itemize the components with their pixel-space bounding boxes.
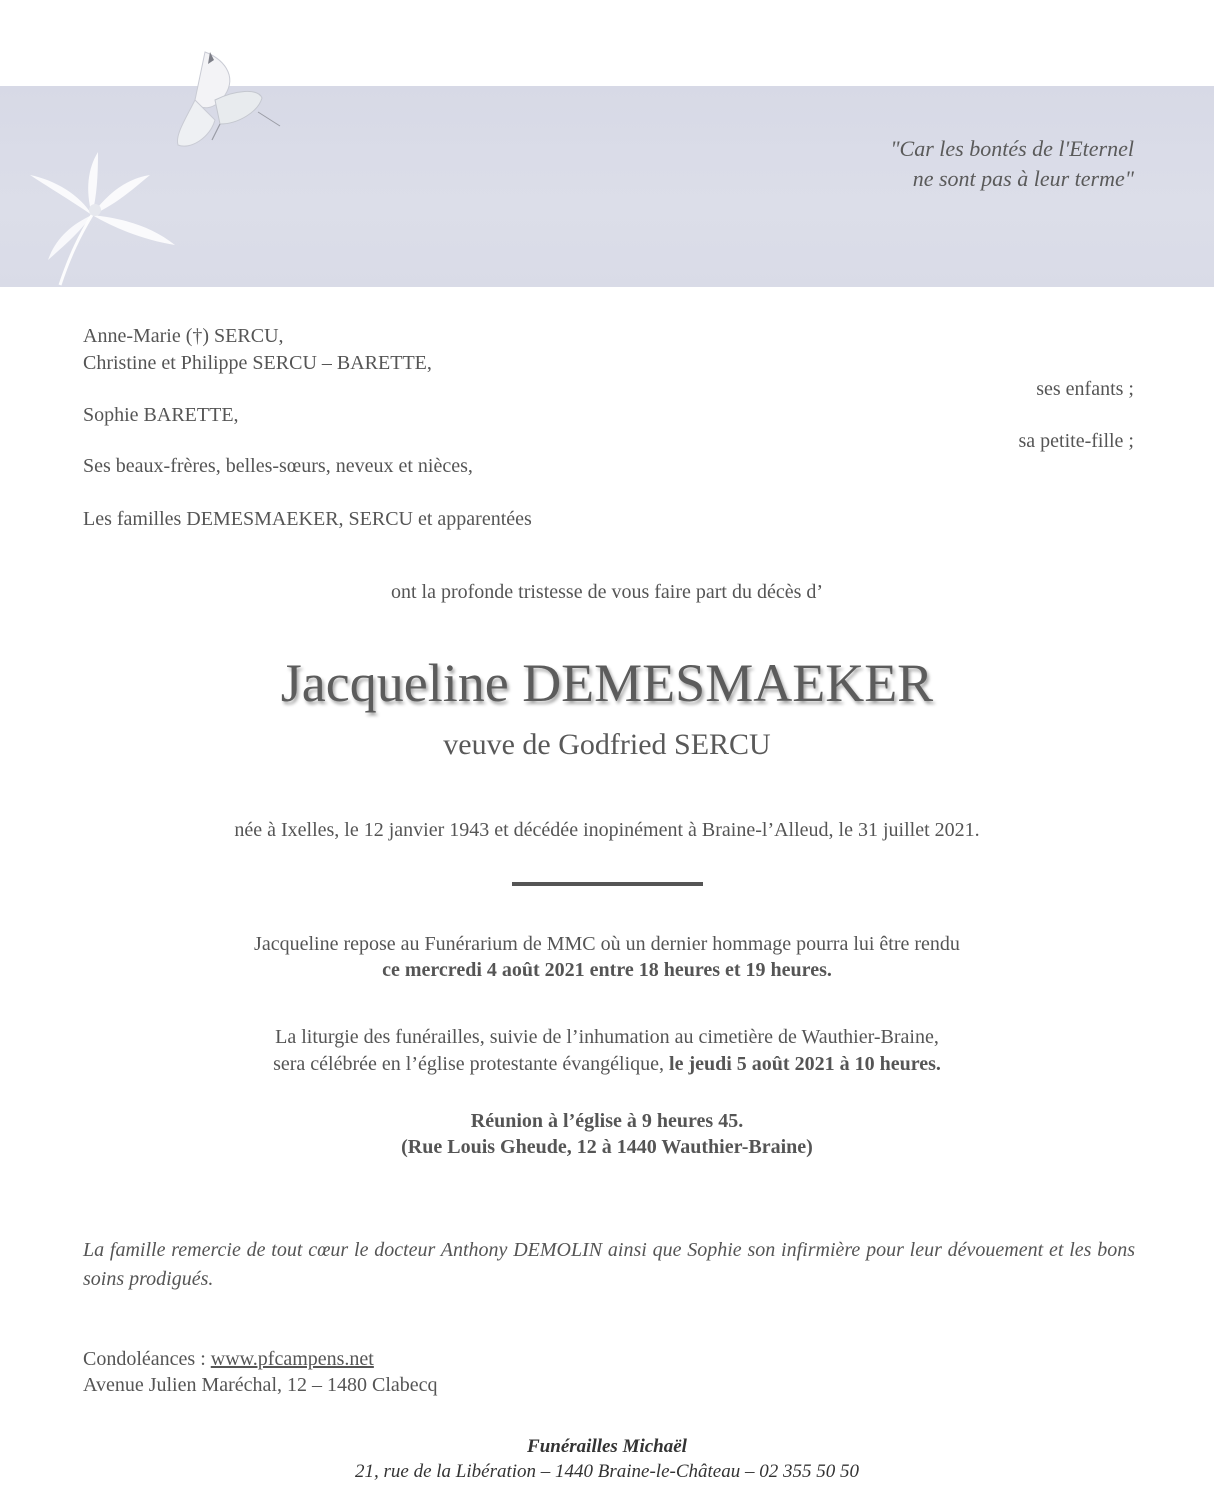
funeral-home-name: Funérailles Michaël [527,1436,687,1457]
flower-icon [30,152,175,285]
family-line-3: Sophie BARETTE, [83,404,239,426]
widow-of: veuve de Godfried SERCU [443,728,771,761]
family-line-4: Ses beaux-frères, belles-sœurs, neveux et nièces, [83,455,473,477]
family-line-2: Christine et Philippe SERCU – BARETTE, [83,352,432,374]
funeral-line-2-text: sera célébrée en l’église protestante évangélique, [273,1053,670,1075]
butterfly-icon [177,52,280,146]
quote-line-1: "Car les bontés de l'Eternel [890,136,1134,161]
birth-death-dates: née à Ixelles, le 12 janvier 1943 et décédée inopinément à Braine-l’Alleud, le 31 juillet 2021. [234,819,980,841]
visitation-line-2: ce mercredi 4 août 2021 entre 18 heures et 19 heures. [382,959,832,981]
deceased-name: Jacqueline DEMESMAEKER [280,653,934,713]
meeting-line-2: (Rue Louis Gheude, 12 à 1440 Wauthier-Braine) [401,1136,813,1158]
scripture-quote [890,134,1134,194]
announcement-text: ont la profonde tristesse de vous faire part du décès d’ [390,581,824,603]
banner-illustration [0,40,300,290]
condolences-line [83,1346,374,1372]
granddaughter-role: sa petite-fille ; [1018,430,1134,452]
family-line-1: Anne-Marie (†) SERCU, [83,325,284,347]
visitation-line-1: Jacqueline repose au Funérarium de MMC où un dernier hommage pourra lui être rendu [254,933,960,955]
funeral-line-1: La liturgie des funérailles, suivie de l’inhumation au cimetière de Wauthier-Braine, [275,1026,939,1048]
funeral-home-address: 21, rue de la Libération – 1440 Braine-le-Château – 02 355 50 50 [355,1461,859,1482]
family-line-5: Les familles DEMESMAEKER, SERCU et apparentées [83,508,532,530]
funeral-line-2 [0,1051,1214,1077]
thanks-paragraph: La famille remercie de tout cœur le docteur Anthony DEMOLIN ainsi que Sophie son infirmière pour leur dévouement et les bons soins prodigués. [83,1239,1135,1290]
children-role: ses enfants ; [1036,378,1134,400]
funeral-date: le jeudi 5 août 2021 à 10 heures. [669,1053,941,1075]
condolences-address: Avenue Julien Maréchal, 12 – 1480 Clabecq [83,1374,438,1396]
meeting-line-1: Réunion à l’église à 9 heures 45. [470,1110,744,1132]
condolences-label: Condoléances : [83,1348,211,1370]
condolences-link[interactable]: www.pfcampens.net [210,1348,374,1370]
divider [512,882,703,886]
quote-line-2: ne sont pas à leur terme" [912,166,1134,191]
